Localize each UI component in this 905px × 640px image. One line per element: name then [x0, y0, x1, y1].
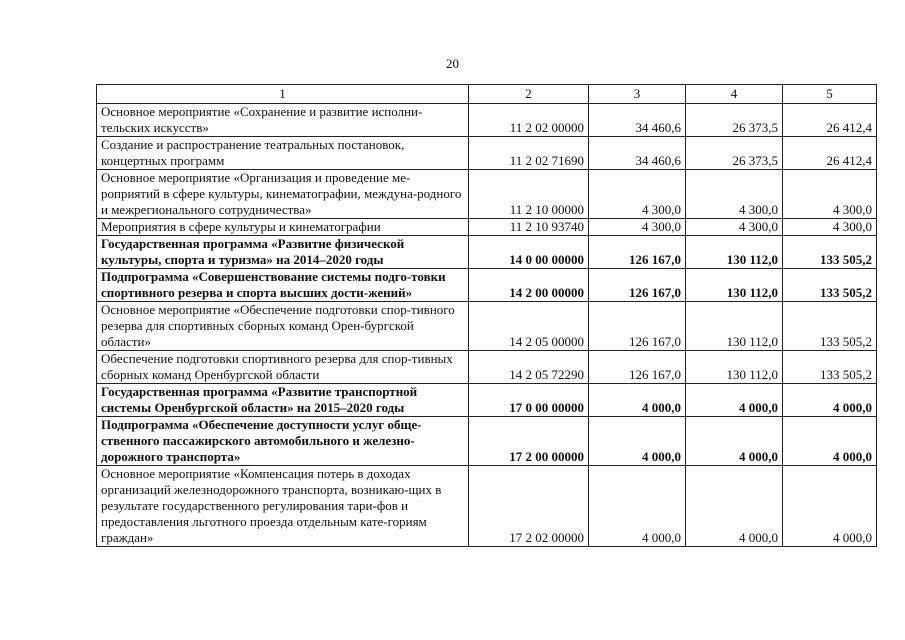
row-value-col3: 4 000,0 [589, 417, 686, 466]
row-code-cell: 14 0 00 00000 [469, 236, 589, 269]
table-row [97, 236, 877, 269]
table-header-row [97, 85, 877, 104]
row-value-col4: 4 000,0 [686, 384, 783, 417]
row-value-col4: 130 112,0 [686, 351, 783, 384]
row-value-col4: 26 373,5 [686, 137, 783, 170]
header-col-4: 4 [686, 85, 783, 104]
row-value-col4: 4 000,0 [686, 466, 783, 547]
row-code-cell: 14 2 00 00000 [469, 269, 589, 302]
row-value-col3: 126 167,0 [589, 269, 686, 302]
row-name-cell: Подпрограмма «Совершенствование системы подго-товки спортивного резерва и спорта высших дости-жений» [97, 269, 469, 302]
table-body [97, 104, 877, 547]
header-col-2: 2 [469, 85, 589, 104]
row-value-col3: 4 000,0 [589, 466, 686, 547]
row-name-cell: Обеспечение подготовки спортивного резерва для спор-тивных сборных команд Оренбургской области [97, 351, 469, 384]
row-code-cell: 11 2 02 00000 [469, 104, 589, 137]
header-col-5: 5 [783, 85, 877, 104]
table-row [97, 137, 877, 170]
row-value-col4: 4 000,0 [686, 417, 783, 466]
table-row [97, 170, 877, 219]
row-value-col3: 4 300,0 [589, 170, 686, 219]
table-row [97, 466, 877, 547]
row-value-col3: 4 000,0 [589, 384, 686, 417]
table-row [97, 269, 877, 302]
row-value-col4: 4 300,0 [686, 219, 783, 236]
table-row [97, 351, 877, 384]
row-code-cell: 14 2 05 00000 [469, 302, 589, 351]
table-row [97, 302, 877, 351]
row-value-col4: 4 300,0 [686, 170, 783, 219]
table-row [97, 384, 877, 417]
row-value-col5: 4 000,0 [783, 384, 877, 417]
row-name-cell: Мероприятия в сфере культуры и кинематографии [97, 219, 469, 236]
row-value-col4: 130 112,0 [686, 269, 783, 302]
row-value-col3: 126 167,0 [589, 302, 686, 351]
row-code-cell: 17 2 02 00000 [469, 466, 589, 547]
table-row [97, 104, 877, 137]
row-value-col5: 4 300,0 [783, 219, 877, 236]
row-name-cell: Государственная программа «Развитие транспортной системы Оренбургской области» на 2015–2020 годы [97, 384, 469, 417]
row-name-cell: Основное мероприятие «Сохранение и развитие исполни-тельских искусств» [97, 104, 469, 137]
row-name-cell: Основное мероприятие «Обеспечение подготовки спор-тивного резерва для спортивных сборных команд Орен-бургской области» [97, 302, 469, 351]
row-name-cell: Создание и распространение театральных постановок, концертных программ [97, 137, 469, 170]
row-value-col5: 133 505,2 [783, 269, 877, 302]
row-value-col5: 4 000,0 [783, 417, 877, 466]
table-row [97, 219, 877, 236]
table-row [97, 417, 877, 466]
row-value-col3: 126 167,0 [589, 236, 686, 269]
page-number: 20 [446, 56, 459, 71]
row-value-col5: 133 505,2 [783, 302, 877, 351]
row-code-cell: 17 2 00 00000 [469, 417, 589, 466]
row-value-col4: 26 373,5 [686, 104, 783, 137]
row-code-cell: 11 2 10 93740 [469, 219, 589, 236]
row-name-cell: Основное мероприятие «Организация и проведение ме-роприятий в сфере культуры, кинематографии, междуна-родного и межрегионального сотрудничества» [97, 170, 469, 219]
row-value-col5: 4 300,0 [783, 170, 877, 219]
row-code-cell: 17 0 00 00000 [469, 384, 589, 417]
row-code-cell: 14 2 05 72290 [469, 351, 589, 384]
row-value-col3: 34 460,6 [589, 137, 686, 170]
row-name-cell: Основное мероприятие «Компенсация потерь в доходах организаций железнодорожного транспорта, возникаю-щих в результате государственного регулирования тари-фов и предоставления льготного проезда отдельным кате-гориям граждан» [97, 466, 469, 547]
row-value-col3: 34 460,6 [589, 104, 686, 137]
row-code-cell: 11 2 02 71690 [469, 137, 589, 170]
row-value-col4: 130 112,0 [686, 302, 783, 351]
budget-table [96, 84, 877, 547]
row-value-col4: 130 112,0 [686, 236, 783, 269]
row-value-col5: 26 412,4 [783, 104, 877, 137]
header-col-3: 3 [589, 85, 686, 104]
row-code-cell: 11 2 10 00000 [469, 170, 589, 219]
row-value-col3: 4 300,0 [589, 219, 686, 236]
row-name-cell: Государственная программа «Развитие физической культуры, спорта и туризма» на 2014–2020 годы [97, 236, 469, 269]
row-value-col5: 133 505,2 [783, 351, 877, 384]
row-value-col5: 133 505,2 [783, 236, 877, 269]
header-col-1: 1 [97, 85, 469, 104]
row-name-cell: Подпрограмма «Обеспечение доступности услуг обще-ственного пассажирского автомобильного и железно-дорожного транспорта» [97, 417, 469, 466]
row-value-col5: 26 412,4 [783, 137, 877, 170]
row-value-col5: 4 000,0 [783, 466, 877, 547]
row-value-col3: 126 167,0 [589, 351, 686, 384]
